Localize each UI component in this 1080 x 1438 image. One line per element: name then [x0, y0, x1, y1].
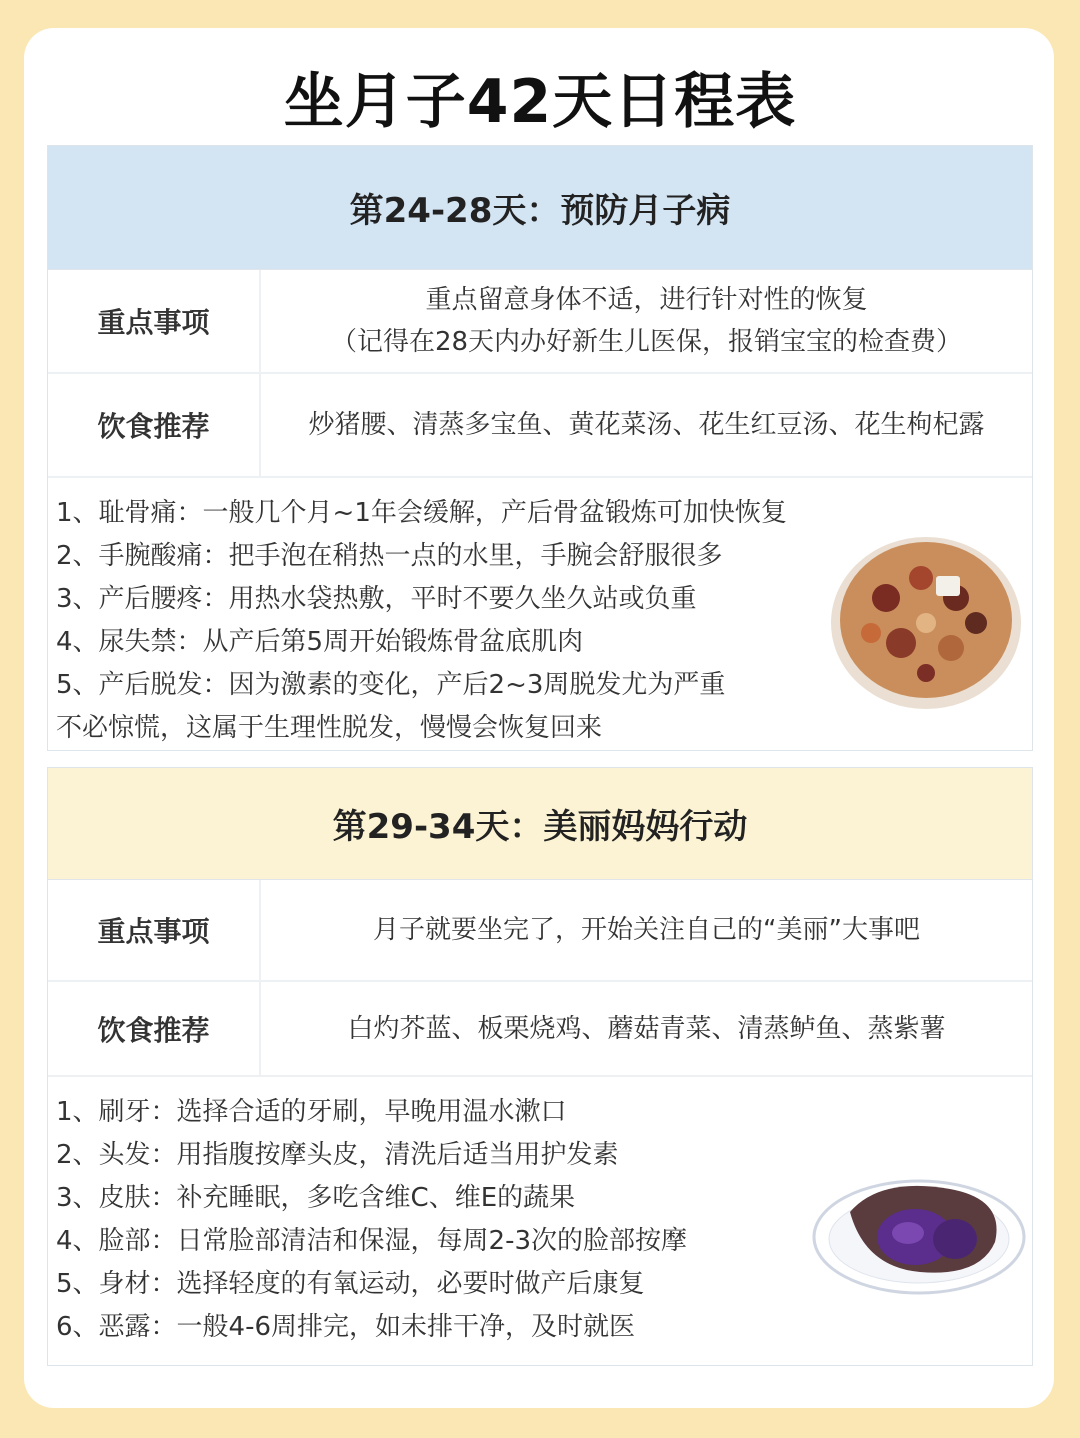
page-title: 坐月子42天日程表: [283, 67, 797, 137]
tip-item: 4、脸部：日常脸部清洁和保湿，每周2-3次的脸部按摩: [56, 1226, 688, 1256]
tip-item: 不必惊慌，这属于生理性脱发，慢慢会恢复回来: [56, 713, 603, 743]
tips-list: [48, 478, 1032, 750]
section-days-29-34: [47, 767, 1033, 1366]
section-days-24-28: [47, 145, 1033, 751]
key-points-content: [261, 880, 1032, 980]
key-points-row: [48, 880, 1032, 982]
tip-item: 2、手腕酸痛：把手泡在稍热一点的水里，手腕会舒服很多: [56, 541, 723, 571]
diet-label: 饮食推荐: [48, 374, 261, 476]
bean-porridge-bowl-image: [826, 528, 1026, 713]
key-points-row: [48, 270, 1032, 374]
tip-item: 3、产后腰疼：用热水袋热敷，平时不要久坐久站或负重: [56, 584, 697, 614]
tip-item: 6、恶露：一般4-6周排完，如未排干净，及时就医: [56, 1312, 636, 1342]
tip-item: 1、耻骨痛：一般几个月~1年会缓解，产后骨盆锻炼可加快恢复: [56, 498, 787, 528]
tip-item: 3、皮肤：补充睡眠，多吃含维C、维E的蔬果: [56, 1183, 576, 1213]
purple-sweet-potato-plate-image: [810, 1167, 1028, 1297]
tip-item: 1、刷牙：选择合适的牙刷，早晚用温水漱口: [56, 1097, 567, 1127]
section-header: 第29-34天：美丽妈妈行动: [48, 768, 1032, 880]
key-points-line: 重点留意身体不适，进行针对性的恢复: [425, 285, 868, 315]
diet-row: [48, 982, 1032, 1077]
tips-list: [48, 1077, 1032, 1365]
key-points-line: （记得在28天内办好新生儿医保，报销宝宝的检查费）: [330, 327, 963, 357]
key-points-content: [261, 270, 1032, 372]
tip-item: 4、尿失禁：从产后第5周开始锻炼骨盆底肌肉: [56, 627, 584, 657]
tip-item: 5、身材：选择轻度的有氧运动，必要时做产后康复: [56, 1269, 645, 1299]
key-points-label: 重点事项: [48, 270, 261, 372]
key-points-line: 月子就要坐完了，开始关注自己的“美丽”大事吧: [373, 915, 920, 945]
tip-item: 2、头发：用指腹按摩头皮，清洗后适当用护发素: [56, 1140, 619, 1170]
key-points-label: 重点事项: [48, 880, 261, 980]
diet-content: 炒猪腰、清蒸多宝鱼、黄花菜汤、花生红豆汤、花生枸杞露: [308, 410, 985, 440]
diet-row: [48, 374, 1032, 478]
diet-label: 饮食推荐: [48, 982, 261, 1075]
diet-content: 白灼芥蓝、板栗烧鸡、蘑菇青菜、清蒸鲈鱼、蒸紫薯: [347, 1013, 946, 1044]
section-header: 第24-28天：预防月子病: [48, 146, 1032, 270]
tip-item: 5、产后脱发：因为激素的变化，产后2~3周脱发尤为严重: [56, 670, 726, 700]
